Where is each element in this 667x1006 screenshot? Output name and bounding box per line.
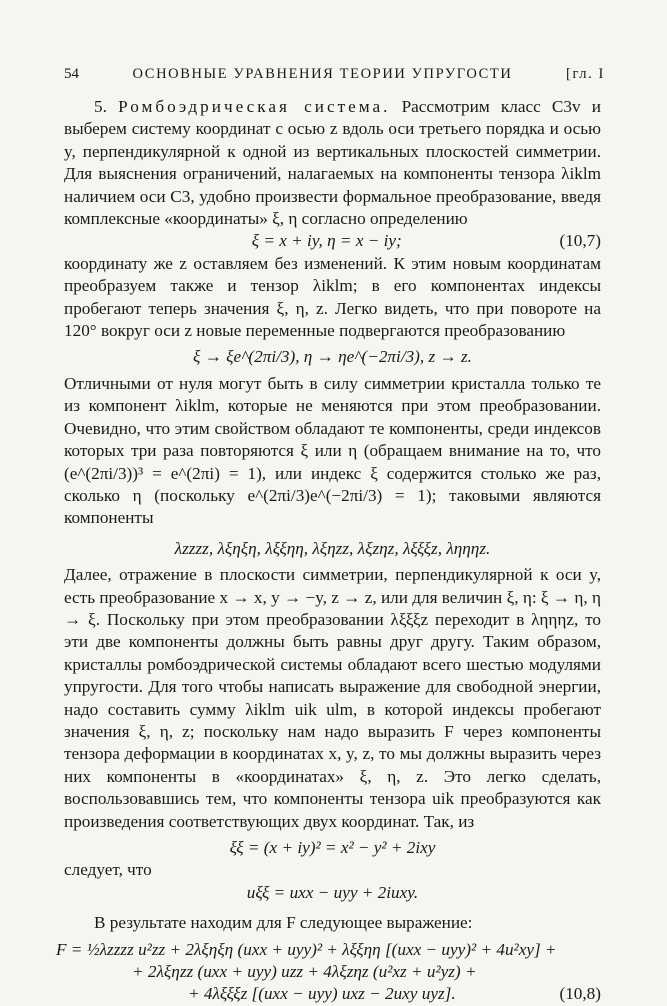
paragraph-text: Рассмотрим класс C3v и выберем систему координат с осью z вдоль оси третьего порядка и осью y, перпендикулярной к одной из вертикальных плоскостей симметрии. Для выяснения ограничений, налагаемых на компоненты тензора λiklm наличием оси C3, удобно произвести формальное преобразование, введя комплексные «координаты» ξ, η согласно определению: [64, 97, 601, 229]
paragraph-reflection: Далее, отражение в плоскости симметрии, перпендикулярной к оси y, есть преобразование x → x, y → −y, z → z, или для величин ξ, η: ξ → η, η → ξ. Поскольку при этом преобразовании λξξξz переходит в ληηηz, то эти две компоненты должны быть равны друг другу. Таким образом, кристаллы ромбоэдрической системы обладают всего шестью модулями упругости. Для того чтобы написать выражение для свободной энергии, надо составить сумму λiklm uik ulm, в которой индексы пробегают значения ξ, η, z; поскольку нам надо выразить F через компоненты тензора деформации в координатах x, y, z, то мы должны выразить через них компоненты в «координатах» ξ, η, z. Это легко сделать, воспользовавшись тем, что компоненты тензора uik преобразуются как произведения соответствующих двух координат. Так, из: [64, 565, 601, 831]
paragraph-nonzero-components: Отличными от нуля могут быть в силу симметрии кристалла только те из компонент λiklm, которые не меняются при этом преобразовании. Очевидно, что этим свойством обладают те компоненты, среди индексов которых три раза повторяются ξ или η (обращаем внимание на то, что (e^(2πi/3))³ = e^(2πi) = 1), или индекс ξ содержится столько же раз, сколько η (поскольку e^(2πi/3)e^(−2πi/3) = 1); таковыми являются компоненты: [64, 373, 601, 528]
section-heading: Ромбоэдрическая система.: [118, 97, 391, 116]
equation-body: ξξ = (x + iy)² = x² − y² + 2ixy: [229, 838, 436, 857]
page-body: [56, 96, 601, 1006]
equation-body: uξξ = uxx − uyy + 2iuxy.: [246, 882, 419, 902]
equation-number: (10,8): [559, 984, 601, 1004]
chapter-marker: [гл. I: [566, 66, 605, 82]
equation-u-xi-xi: [64, 882, 601, 904]
equation-component-list: [64, 538, 601, 560]
running-header: [64, 66, 605, 83]
paragraph-follows: следует, что: [64, 860, 152, 880]
equation-body: F = ½λzzzz u²zz + 2λξηξη (uxx + uyy)² + λξξηη [(uxx − uyy)² + 4u²xy] +: [56, 939, 557, 959]
section-number: 5.: [94, 97, 119, 116]
running-title: ОСНОВНЫЕ УРАВНЕНИЯ ТЕОРИИ УПРУГОСТИ: [132, 66, 513, 82]
equation-10-8-line-3: [64, 983, 601, 1005]
equation-body: ξ = x + iy, η = x − iy;: [251, 231, 402, 251]
paragraph-new-coordinates: координату же z оставляем без изменений. К этим новым координатам преобразуем также и тензор λiklm; в его компонентах индексы пробегают теперь значения ξ, η, z. Легко видеть, что при повороте на 120° вокруг оси z новые переменные подвергаются преобразованию: [64, 253, 601, 341]
paragraph-rhombohedral-intro: [64, 96, 601, 230]
equation-10-7: [64, 230, 601, 252]
equation-body: + 2λξηzz (uxx + uyy) uzz + 4λξzηz (u²xz + u²yz) +: [132, 962, 477, 982]
paragraph-result: В результате находим для F следующее выражение:: [94, 913, 473, 933]
equation-10-8-line-1: [56, 939, 601, 961]
equation-body: + 4λξξξz [(uxx − uyy) uxz − 2uxy uyz].: [188, 984, 456, 1004]
page-number: 54: [64, 66, 79, 82]
equation-body: λzzzz, λξηξη, λξξηη, λξηzz, λξzηz, λξξξz, ληηηz.: [174, 538, 491, 558]
equation-number: (10,7): [559, 231, 601, 251]
equation-body: ξ → ξe^(2πi/3), η → ηe^(−2πi/3), z → z.: [193, 347, 472, 367]
equation-xi-xi: [64, 837, 601, 859]
equation-10-8-line-2: [64, 961, 601, 983]
equation-rotation: [64, 346, 601, 368]
